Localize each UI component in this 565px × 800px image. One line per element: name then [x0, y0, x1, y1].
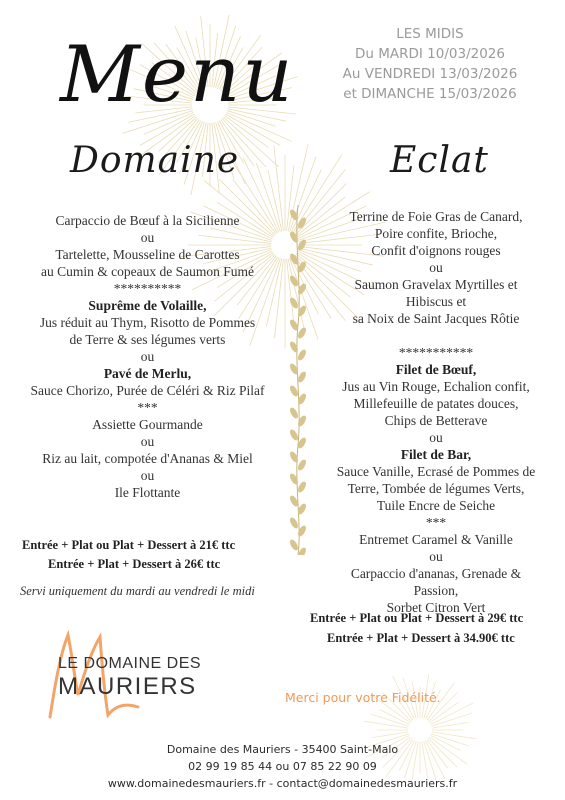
- eclat-price-1: Entrée + Plat ou Plat + Dessert à 29€ ttc: [310, 611, 524, 625]
- menu-line: **********: [113, 281, 182, 296]
- eclat-menu-list: [310, 208, 562, 616]
- dish-title: Pavé de Merlu,: [103, 366, 192, 381]
- menu-line: ou: [140, 434, 155, 449]
- menu-line: Sauce Chorizo, Purée de Céléri & Riz Pilaf: [30, 383, 265, 398]
- menu-line: Passion,: [413, 583, 459, 598]
- menu-line: Entremet Caramel & Vanille: [359, 532, 513, 547]
- menu-line: Terre, Tombée de légumes Verts,: [347, 481, 525, 496]
- vine-divider: [288, 205, 308, 555]
- menu-line: Assiette Gourmande: [92, 417, 203, 432]
- eclat-title: Eclat: [390, 140, 489, 181]
- menu-line: Jus réduit au Thym, Risotto de Pommes: [39, 315, 256, 330]
- menu-line: Jus au Vin Rouge, Echalion confit,: [342, 379, 530, 394]
- menu-line: [310, 327, 562, 344]
- menu-line: ou: [140, 349, 155, 364]
- date-block: [330, 24, 530, 104]
- logo-text-bottom: MAURIERS: [58, 673, 197, 700]
- menu-line: ***********: [398, 345, 474, 360]
- menu-line: ou: [140, 230, 155, 245]
- dish-title: Filet de Bœuf,: [395, 362, 477, 377]
- footer-phones: 02 99 19 85 44 ou 07 85 22 90 09: [188, 760, 377, 773]
- dish-title: Filet de Bar,: [400, 447, 472, 462]
- domaine-title: Domaine: [70, 140, 240, 181]
- menu-line: de Terre & ses légumes verts: [69, 332, 226, 347]
- dish-title: Suprême de Volaille,: [88, 298, 207, 313]
- domaine-des-mauriers-logo: [30, 625, 220, 725]
- domaine-price-1: Entrée + Plat ou Plat + Dessert à 21€ ttc: [22, 538, 236, 552]
- menu-line: ou: [429, 549, 443, 564]
- menu-line: Carpaccio d'ananas, Grenade &: [350, 566, 522, 581]
- menu-line: Sauce Vanille, Ecrasé de Pommes de: [336, 464, 536, 479]
- menu-line: sa Noix de Saint Jacques Rôtie: [352, 311, 520, 326]
- menu-line: au Cumin & copeaux de Saumon Fumé: [41, 264, 254, 279]
- date-line: Au VENDREDI 13/03/2026: [342, 66, 518, 82]
- menu-line: ou: [429, 430, 443, 445]
- footer-address: Domaine des Mauriers - 35400 Saint-Malo: [166, 743, 399, 756]
- dates-heading: LES MIDIS: [396, 26, 464, 42]
- domaine-menu-list: [5, 212, 290, 501]
- domaine-price-2: Entrée + Plat + Dessert à 26€ ttc: [48, 557, 221, 571]
- menu-line: Ile Flottante: [114, 485, 181, 500]
- menu-line: Tartelette, Mousseline de Carottes: [55, 247, 240, 262]
- logo-text-top: LE DOMAINE DES: [58, 655, 202, 672]
- thank-you-message: Merci pour votre Fidélité.: [285, 690, 441, 705]
- menu-line: ***: [137, 400, 158, 415]
- menu-line: Millefeuille de patates douces,: [353, 396, 519, 411]
- menu-title-text: Menu: [60, 30, 295, 120]
- menu-line: ou: [140, 468, 155, 483]
- date-line: et DIMANCHE 15/03/2026: [343, 86, 517, 102]
- menu-line: Sorbet Citron Vert: [386, 600, 486, 615]
- menu-line: Confit d'oignons rouges: [371, 243, 501, 258]
- menu-line: Riz au lait, compotée d'Ananas & Miel: [42, 451, 253, 466]
- menu-line: Carpaccio de Bœuf à la Sicilienne: [55, 213, 240, 228]
- date-line: Du MARDI 10/03/2026: [355, 46, 505, 62]
- menu-line: ***: [425, 515, 447, 530]
- domaine-note: Servi uniquement du mardi au vendredi le midi: [20, 584, 255, 598]
- menu-line: Chips de Betterave: [384, 413, 488, 428]
- footer-contact: www.domainedesmauriers.fr - contact@domainedesmauriers.fr: [107, 777, 458, 790]
- menu-line: Poire confite, Brioche,: [374, 226, 498, 241]
- menu-title: [50, 30, 295, 140]
- menu-line: ou: [429, 260, 443, 275]
- menu-line: Hibiscus et: [405, 294, 467, 309]
- eclat-price-2: Entrée + Plat + Dessert à 34.90€ ttc: [327, 631, 515, 645]
- menu-line: Saumon Gravelax Myrtilles et: [354, 277, 518, 292]
- menu-line: Tuile Encre de Seiche: [376, 498, 496, 513]
- menu-line: Terrine de Foie Gras de Canard,: [349, 209, 523, 224]
